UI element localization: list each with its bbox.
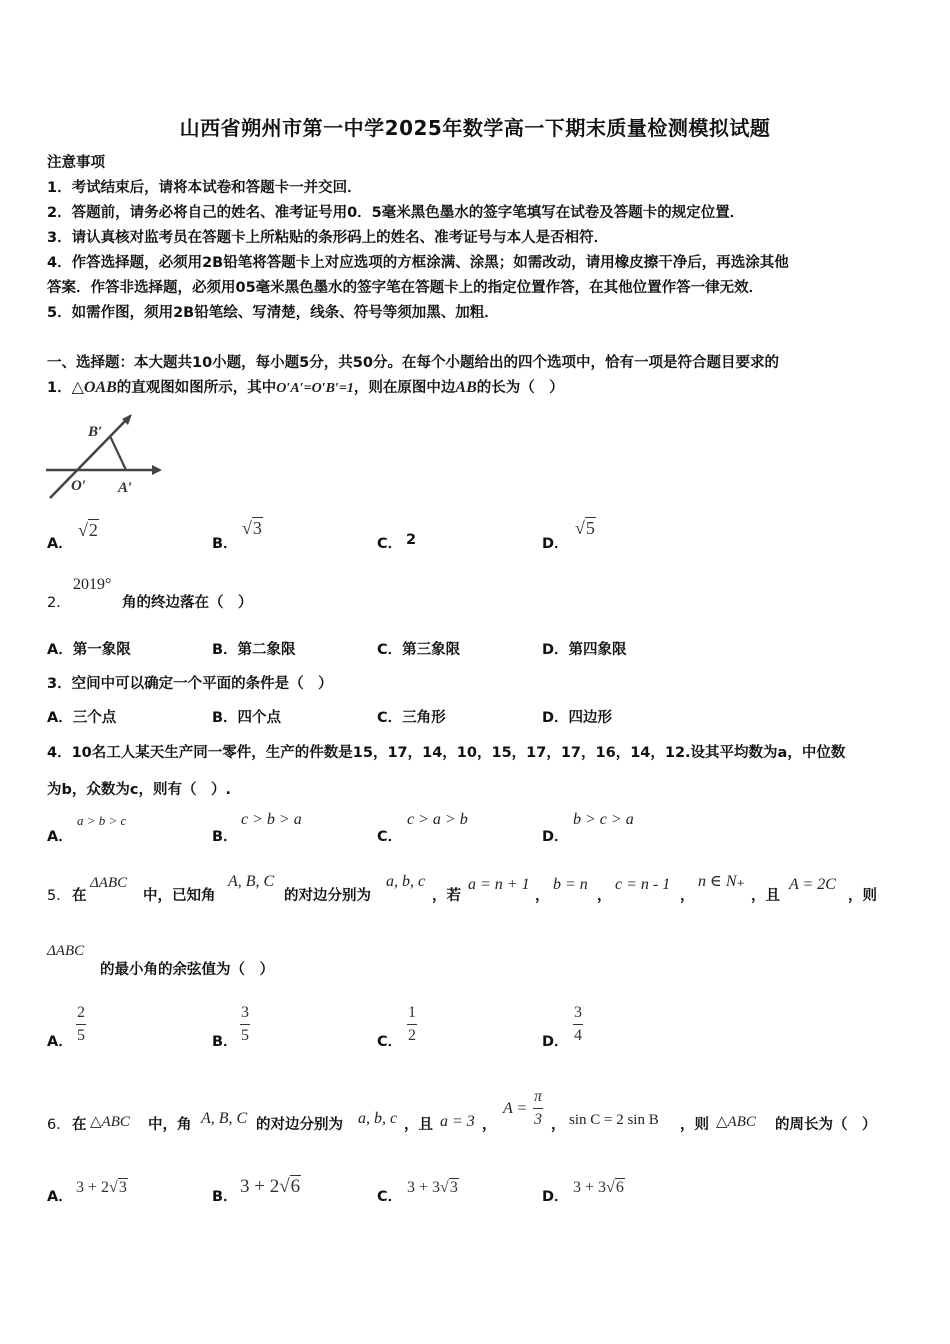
math-expr: a = 3: [440, 1113, 475, 1130]
math-expr: ΔABC: [90, 875, 128, 891]
question-text: ，则: [680, 1117, 709, 1133]
option: A．三个点: [47, 710, 117, 726]
punct: ，: [680, 888, 695, 904]
math-expr: △ABC: [716, 1114, 756, 1130]
radicand: 6: [290, 1176, 301, 1197]
option-value: 3 + 3√3: [407, 1179, 458, 1196]
option-value: √5: [575, 518, 595, 538]
option-label: B．: [212, 1189, 238, 1205]
option: C．第三象限: [377, 642, 461, 658]
question-text: 在: [72, 888, 87, 904]
question-text: ，且: [404, 1117, 433, 1133]
option-fraction: [76, 1004, 86, 1045]
option-label: D．: [542, 1034, 569, 1050]
question-number: 2．: [47, 595, 71, 611]
math-expr: △ABC: [90, 1114, 130, 1130]
denominator: 4: [574, 1027, 582, 1044]
option-label: B．: [212, 829, 238, 845]
question-text: 的对边分别为: [284, 888, 371, 904]
radicand: 3: [252, 518, 262, 538]
option-fraction: [573, 1004, 583, 1045]
radicand: 2: [88, 520, 98, 540]
option: D．四边形: [542, 710, 613, 726]
option-label: C．: [377, 536, 403, 552]
option-label: A．: [47, 829, 73, 845]
question-text: ，且: [751, 888, 780, 904]
punct: ，: [535, 888, 550, 904]
option-label: A．: [47, 1034, 73, 1050]
option: D．第四象限: [542, 642, 627, 658]
option-fraction: [240, 1004, 250, 1045]
denominator: 3: [534, 1111, 542, 1128]
notice-item: 2．答题前，请务必将自己的姓名、准考证号用0．5毫米黑色墨水的签字笔填写在试卷及答题卡的规定位置．: [47, 205, 745, 221]
notice-item: 1．考试结束后，请将本试卷和答题卡一并交回．: [47, 180, 362, 196]
question-number: 6．: [47, 1117, 71, 1133]
numerator: 1: [407, 1004, 417, 1025]
question-text: ，则: [848, 888, 877, 904]
question-text: 中，已知角: [143, 888, 216, 904]
math-expr: A, B, C: [228, 873, 275, 890]
option-prefix: 3 + 3: [573, 1179, 607, 1196]
option-label: A．: [47, 536, 73, 552]
radicand: 3: [449, 1179, 458, 1196]
denominator: 5: [77, 1027, 85, 1044]
denominator: 5: [241, 1027, 249, 1044]
radicand: 3: [118, 1179, 127, 1196]
radicand: 6: [615, 1179, 624, 1196]
punct: ，: [597, 888, 612, 904]
label-o: O′: [71, 478, 87, 494]
math-expr: sin C = 2 sin B: [569, 1112, 659, 1128]
notice-item: 5．如需作图，须用2B铅笔绘、写清楚，线条、符号等须加黑、加粗．: [47, 305, 499, 321]
option-fraction: [407, 1004, 417, 1045]
math-expr: O′A′=O′B′=1: [276, 381, 354, 396]
oblique-figure: [44, 410, 164, 502]
question-text: 角的终边落在（ ）: [122, 595, 253, 611]
math-expr: c = n - 1: [615, 876, 671, 893]
question-text: 的对边分别为: [256, 1117, 343, 1133]
question-text: 的周长为（ ）: [775, 1117, 877, 1133]
question-number: 5．: [47, 888, 71, 904]
question-text: ，则在原图中边: [353, 380, 456, 396]
math-expr: b = n: [553, 876, 588, 893]
option-label: C．: [377, 1034, 403, 1050]
label-b: B′: [88, 424, 103, 440]
option-label: C．: [377, 829, 403, 845]
math-expr: AB: [455, 379, 477, 396]
numerator: 3: [573, 1004, 583, 1025]
option-value: c > a > b: [407, 811, 468, 828]
math-expr: a, b, c: [386, 873, 426, 890]
option-prefix: 3 + 2: [240, 1176, 280, 1197]
math-expr: a, b, c: [358, 1110, 398, 1127]
math-expr: A = 2C: [789, 876, 836, 893]
numerator: π: [533, 1088, 543, 1109]
question-text: ，若: [432, 888, 461, 904]
option-value: √3: [242, 518, 262, 538]
option-value: a > b > c: [77, 813, 127, 828]
math-expr: A =: [503, 1100, 528, 1117]
option-prefix: 3 + 2: [76, 1179, 110, 1196]
label-a: A′: [118, 480, 133, 496]
question-1: [47, 376, 564, 397]
question-4-line1: 4．10名工人某天生产同一零件，生产的件数是15，17，14，10，15，17，17，16，14，12.设其平均数为a，中位数: [47, 745, 846, 761]
numerator: 3: [240, 1004, 250, 1025]
question-text: 的最小角的余弦值为（ ）: [100, 962, 274, 978]
option-label: D．: [542, 829, 569, 845]
option-prefix: 3 + 3: [407, 1179, 441, 1196]
option: A．第一象限: [47, 642, 131, 658]
question-4-line2: 为b，众数为c，则有（ ）.: [47, 782, 231, 798]
option: B．第二象限: [212, 642, 296, 658]
question-text: 的直观图如图所示，其中: [116, 380, 277, 396]
denominator: 2: [408, 1027, 416, 1044]
math-expr: △OAB: [71, 379, 117, 396]
math-expr: A, B, C: [201, 1110, 248, 1127]
option-value: b > c > a: [573, 811, 634, 828]
math-expr: ΔABC: [47, 943, 85, 959]
question-text: 在: [72, 1117, 87, 1133]
question-number: 1．: [47, 380, 72, 396]
option-value: 3 + 2√6: [240, 1176, 301, 1197]
option-value: √2: [78, 520, 98, 540]
notice-item: 3．请认真核对监考员在答题卡上所粘贴的条形码上的姓名、准考证号与本人是否相符．: [47, 230, 609, 246]
option-value: 3 + 2√3: [76, 1179, 127, 1196]
notice-item: 4．作答选择题，必须用2B铅笔将答题卡上对应选项的方框涂满、涂黑；如需改动，请用橡皮擦干净后，再选涂其他: [47, 255, 789, 271]
option-label: B．: [212, 536, 238, 552]
question-text: 的长为（ ）: [476, 380, 564, 396]
punct: ，: [482, 1117, 497, 1133]
question-3: 3．空间中可以确定一个平面的条件是（ ）: [47, 676, 333, 692]
notice-heading: 注意事项: [47, 155, 105, 171]
question-text: 中，角: [148, 1117, 192, 1133]
numerator: 2: [76, 1004, 86, 1025]
option: B．四个点: [212, 710, 282, 726]
radicand: 5: [585, 518, 595, 538]
punct: ，: [551, 1117, 566, 1133]
option-value: 2: [406, 532, 417, 548]
option: C．三角形: [377, 710, 446, 726]
math-expr: n ∈ N₊: [698, 873, 745, 890]
segment-ab: [110, 436, 126, 470]
option-label: C．: [377, 1189, 403, 1205]
option-value: 3 + 3√6: [573, 1179, 624, 1196]
math-expr: a = n + 1: [468, 876, 530, 893]
x-axis-arrow: [152, 465, 162, 475]
math-expr: 2019°: [73, 576, 112, 593]
page-title: 山西省朔州市第一中学2025年数学高一下期末质量检测模拟试题: [179, 116, 771, 140]
option-label: D．: [542, 536, 569, 552]
section-heading: 一、选择题：本大题共10小题，每小题5分，共50分。在每个小题给出的四个选项中，恰有一项是符合题目要求的: [47, 355, 779, 371]
option-label: A．: [47, 1189, 73, 1205]
angle-fraction: [533, 1088, 543, 1129]
notice-item: 答案．作答非选择题，必须用05毫米黑色墨水的签字笔在答题卡上的指定位置作答，在其他位置作答一律无效．: [47, 280, 764, 296]
option-label: B．: [212, 1034, 238, 1050]
option-label: D．: [542, 1189, 569, 1205]
option-value: c > b > a: [241, 811, 302, 828]
